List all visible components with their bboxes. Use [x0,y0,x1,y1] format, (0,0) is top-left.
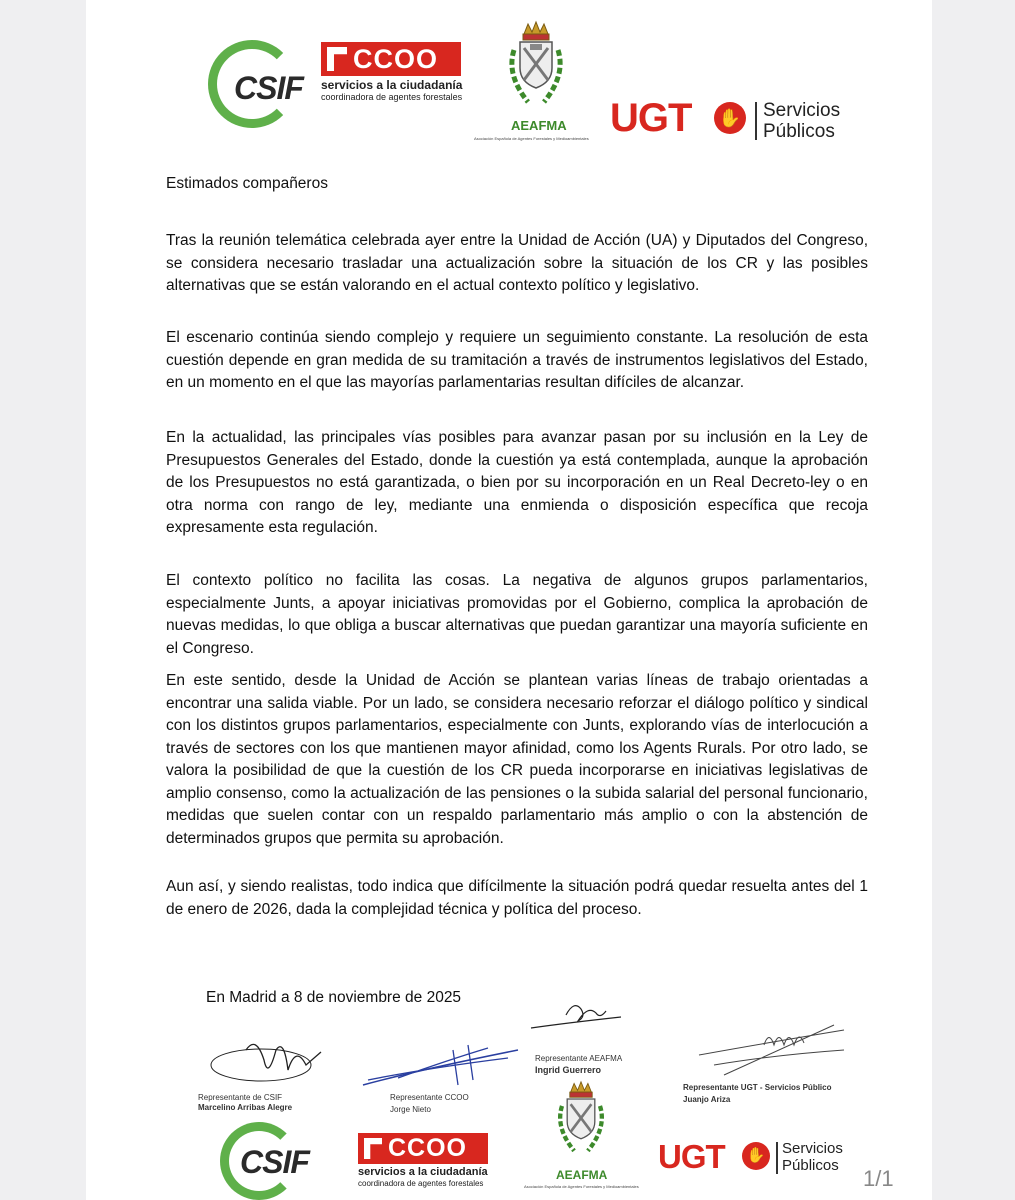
signature-scribble-ugt [694,1015,854,1085]
csif-logo-footer: CSIF [220,1122,320,1200]
ccoo-logo: CCOO servicios a la ciudadanía coordinadora de agentes forestales [321,44,463,102]
csif-logo: CSIF [208,40,308,132]
place-date: En Madrid a 8 de noviembre de 2025 [206,989,462,1006]
paragraph: Aun así, y siendo realistas, todo indica que difícilmente la situación podrá quedar resuelta antes del 1 de enero de 2026, dada la complejidad técnica y política del proceso. [166,878,868,918]
signature-role-aeafma: Representante AEAFMA [535,1054,623,1063]
signature-name-ccoo: Jorge Nieto [390,1105,431,1114]
paragraph: El escenario continúa siendo complejo y requiere un seguimiento constante. La resolución de esta cuestión depende en gran medida de su tramitación a través de instrumentos legislativos del Estado, en un momento en el que las mayorías parlamentarias resultan difíciles de alcanzar. [166,329,868,391]
paragraph: Tras la reunión telemática celebrada ayer entre la Unidad de Acción (UA) y Diputados del Congreso, se considera necesario trasladar una actualización sobre la situación de los CR y las posibles alternativas que se están valorando en el actual contexto político y legislativo. [166,232,868,294]
signature-name-csif: Marcelino Arribas Alegre [198,1103,293,1112]
paragraph: En este sentido, desde la Unidad de Acción se plantean varias líneas de trabajo orientadas a encontrar una salida viable. Por un lado, se considera necesario reforzar el diálogo político y sindical con los distintos grupos parlamentarios, especialmente con Junts, explorando vías de interlocución a través de sectores con los que mantienen mayor afinidad, como los Agents Rurals. Por otro lado, se valora la posibilidad de que la cuestión de los CR pueda incorporarse en iniciativas legislativas de amplio consenso, como la actualización de las pensiones o la subida salarial del personal funcionario, medidas que suelen contar con un respaldo parlamentario más amplio o con la abstención de determinados grupos que permita su aprobación. [166,672,868,847]
signature-name-aeafma: Ingrid Guerrero [535,1065,602,1075]
paragraph: En la actualidad, las principales vías posibles para avanzar pasan por su inclusión en la Ley de Presupuestos Generales del Estado, donde la cuestión ya está contemplada, aunque la aprobación de los Presupuestos no está garantizada, o bien por su incorporación en un Real Decreto-ley o en otra norma con rango de ley, mediante una enmienda o disposición específica que recoja expresamente esta regulación. [166,429,868,536]
signature-role-ugt: Representante UGT - Servicios Público [683,1083,832,1092]
greeting: Estimados compañeros [166,175,328,192]
paragraph: El contexto político no facilita las cosas. La negativa de algunos grupos parlamentarios, especialmente Junts, a apoyar iniciativas promovidas por el Gobierno, complica la aprobación de nuevas medidas, lo que obliga a buscar alternativas que puedan garantizar una mayoría suficiente en el Congreso. [166,572,868,657]
ugt-logo: UGT ✋ Servicios Públicos [610,96,841,142]
signature-scribble-csif [206,1030,336,1095]
signature-role-csif: Representante de CSIF [198,1093,283,1102]
document-page [86,0,932,1200]
ccoo-logo-footer: CCOO servicios a la ciudadanía coordinadora de agentes forestales [358,1134,488,1188]
signature-scribble-aeafma [526,995,636,1040]
signature-scribble-ccoo [358,1040,528,1095]
ugt-logo-footer: UGT ✋ Servicios Públicos [658,1138,843,1175]
aeafma-logo: AEAFMA Asociación Española de Agentes Forestales y Medioambientales [476,20,596,145]
page-indicator: 1/1 [863,1166,894,1191]
signature-name-ugt: Juanjo Ariza [683,1095,731,1104]
aeafma-logo-footer: AEAFMA Asociación Española de Agentes Forestales y Medioambientales [526,1080,636,1200]
signature-role-ccoo: Representante CCOO [390,1093,469,1102]
